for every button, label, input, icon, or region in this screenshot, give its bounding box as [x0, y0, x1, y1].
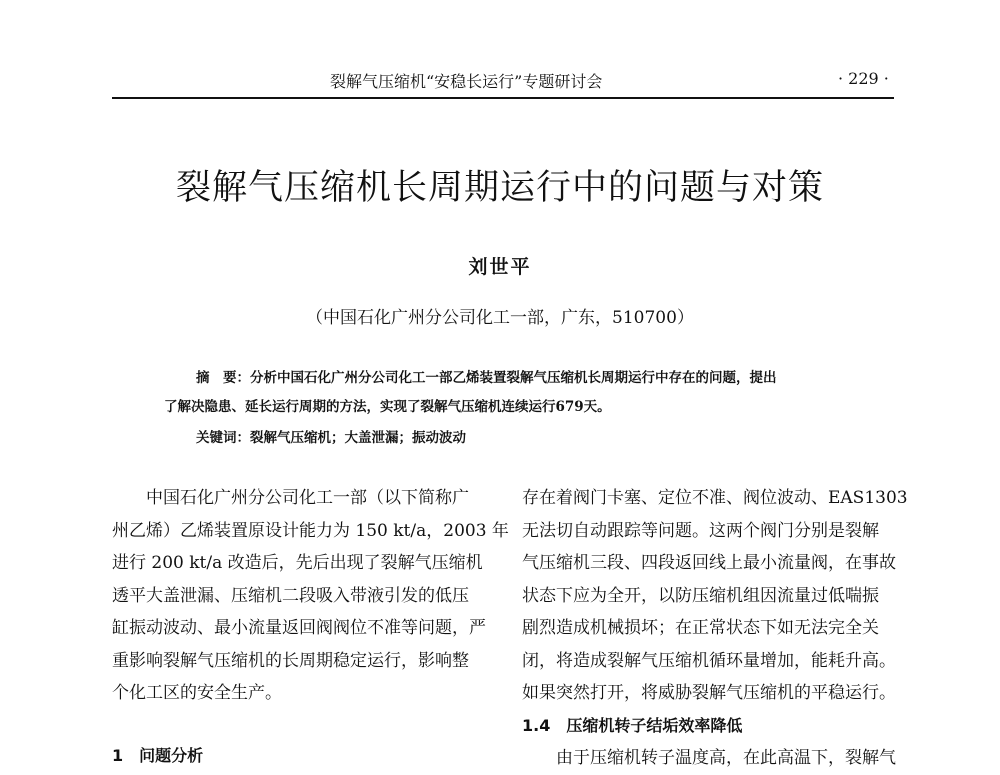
- body-column-left: [112, 482, 509, 710]
- page-number: · 229 ·: [838, 69, 889, 88]
- author: 刘世平: [468, 256, 532, 278]
- body-line: 存在着阀门卡塞、定位不准、阀位波动、EAS1303: [522, 488, 908, 508]
- article-title: 裂解气压缩机长周期运行中的问题与对策: [175, 168, 824, 208]
- body-line: 透平大盖泄漏、压缩机二段吸入带液引发的低压: [112, 585, 469, 606]
- body-line: 缸振动波动、最小流量返回阀阀位不准等问题，严: [112, 618, 486, 638]
- body-line: 州乙烯）乙烯装置原设计能力为 150 kt/a，2003 年: [112, 520, 509, 541]
- body-line: 由于压缩机转子温度高，在此高温下，裂解气: [522, 748, 896, 768]
- body-line: 如果突然打开，将威胁裂解气压缩机的平稳运行。: [522, 683, 896, 703]
- running-title: 裂解气压缩机“安稳长运行”专题研讨会: [330, 72, 603, 91]
- section-1-heading: 1 问题分析: [112, 746, 204, 765]
- keywords: 关键词：裂解气压缩机；大盖泄漏；振动波动: [196, 430, 466, 446]
- body-line: 闭，将造成裂解气压缩机循环量增加，能耗升高。: [522, 650, 896, 671]
- body-line: 重影响裂解气压缩机的长周期稳定运行，影响整: [112, 650, 469, 671]
- abstract-line-2: 了解决隐患、延长运行周期的方法，实现了裂解气压缩机连续运行679天。: [164, 399, 611, 415]
- body-line: 状态下应为全开，以防压缩机组因流量过低喘振: [522, 585, 879, 606]
- header-rule: [112, 97, 894, 99]
- body-line: 个化工区的安全生产。: [112, 683, 282, 703]
- body-line: 中国石化广州分公司化工一部（以下简称广: [112, 488, 469, 508]
- body-line: 无法切自动跟踪等问题。这两个阀门分别是裂解: [522, 520, 879, 541]
- abstract-line-1: 摘 要：分析中国石化广州分公司化工一部乙烯装置裂解气压缩机长周期运行中存在的问题，提出: [196, 370, 777, 386]
- section-1-4-heading: 1.4 压缩机转子结垢效率降低: [522, 715, 743, 735]
- body-line: 进行 200 kt/a 改造后，先后出现了裂解气压缩机: [112, 553, 483, 573]
- body-line: 气压缩机三段、四段返回线上最小流量阀，在事故: [522, 553, 896, 573]
- body-line: 剧烈造成机械损坏；在正常状态下如无法完全关: [522, 618, 879, 638]
- affiliation: （中国石化广州分公司化工一部，广东，510700）: [306, 308, 694, 328]
- body-column-right: [522, 482, 914, 775]
